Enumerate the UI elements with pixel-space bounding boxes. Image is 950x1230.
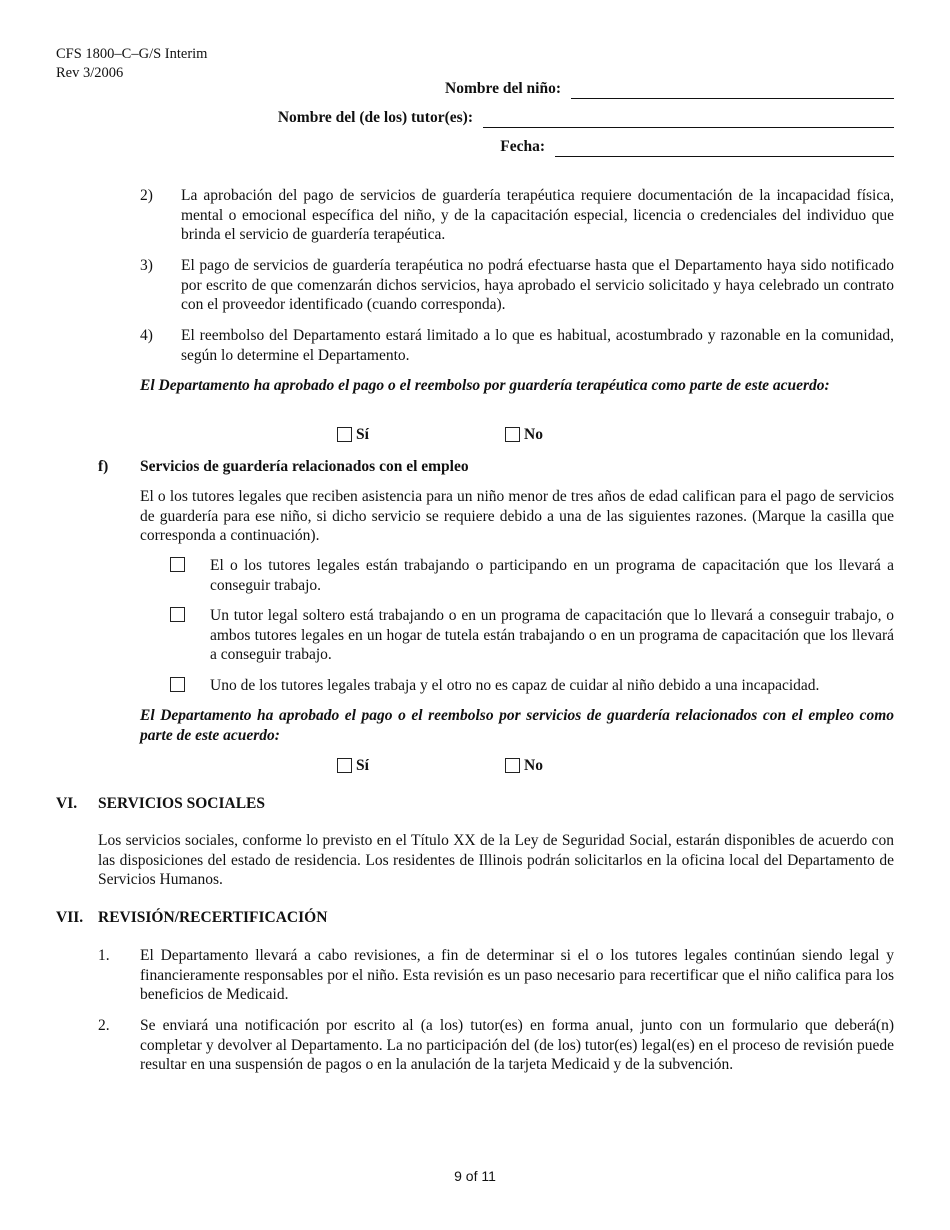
item-text: Se enviará una notificación por escrito al (a los) tutor(es) en forma anual, junto con un formulario que deberá(n) completar y devolver al Departamento. La no participación del (de los) tutor(es) legal(es) en el proceso de revisión puede resultar en una suspensión de pagos o en la anulación de la tarjeta Medicaid y de la subvención. xyxy=(140,1017,894,1073)
therapeutic-yes-option[interactable] xyxy=(337,425,369,445)
child-name-field[interactable] xyxy=(571,81,894,99)
employment-option-text: Uno de los tutores legales trabaja y el otro no es capaz de cuidar al niño debido a una incapacidad. xyxy=(210,677,820,694)
employment-no-option[interactable] xyxy=(505,756,543,776)
therapeutic-approval-text: El Departamento ha aprobado el pago o el reembolso por guardería terapéutica como parte de este acuerdo: xyxy=(140,377,830,394)
guardian-name-label: Nombre del (de los) tutor(es): xyxy=(277,109,473,126)
item-number: 2. xyxy=(98,1017,110,1034)
employment-option-text: El o los tutores legales están trabajando o participando en un programa de capacitación que los llevará a conseguir trabajo. xyxy=(210,557,894,594)
employment-option-checkbox[interactable] xyxy=(170,607,185,622)
section6-text: Los servicios sociales, conforme lo previsto en el Título XX de la Ley de Seguridad Social, estarán disponibles de acuerdo con las disposiciones del estado de residencia. Los residentes de Illinois podrán solicitarlos en la oficina local del Departamento de Servicios Humanos. xyxy=(98,832,894,888)
section-title: SERVICIOS SOCIALES xyxy=(98,795,266,812)
form-id: CFS 1800–C–G/S Interim xyxy=(56,46,208,62)
item-text: El reembolso del Departamento estará limitado a lo que es habitual, acostumbrado y razonable en la comunidad, según lo determine el Departamento. xyxy=(181,327,894,364)
section-number: VII. xyxy=(56,909,84,926)
employment-approval-text: El Departamento ha aprobado el pago o el reembolso por servicios de guardería relacionados con el empleo como parte de este acuerdo: xyxy=(140,707,894,744)
guardian-name-row xyxy=(278,108,894,128)
child-name-label: Nombre del niño: xyxy=(445,80,561,97)
item-text: El Departamento llevará a cabo revisiones, a fin de determinar si el o los tutores legales continúan siendo legal y financieramente responsables por el niño. Esta revisión es un paso necesario para recertificar que el niño califica para los beneficios de Medicaid. xyxy=(140,947,894,1003)
item-number: 1. xyxy=(98,947,110,964)
item-text: El pago de servicios de guardería terapéutica no podrá efectuarse hasta que el Departamento haya sido notificado por escrito de que comenzarán dichos servicios, haya aprobado el servicio solicitado y haya celebrado un contrato con el proveedor identificado (cuando corresponda). xyxy=(181,257,894,313)
section-title: REVISIÓN/RECERTIFICACIÓN xyxy=(98,909,328,926)
guardian-name-field[interactable] xyxy=(483,110,894,128)
checkbox[interactable] xyxy=(505,758,520,773)
date-label: Fecha: xyxy=(500,138,545,155)
employment-option-checkbox[interactable] xyxy=(170,677,185,692)
employment-option-checkbox[interactable] xyxy=(170,557,185,572)
form-header xyxy=(56,45,207,83)
item-number: 3) xyxy=(140,257,153,274)
employment-heading: Servicios de guardería relacionados con el empleo xyxy=(140,458,469,475)
date-row xyxy=(500,137,894,157)
checkbox[interactable] xyxy=(337,427,352,442)
therapeutic-no-option[interactable] xyxy=(505,425,543,445)
employment-intro: El o los tutores legales que reciben asistencia para un niño menor de tres años de edad califican para el pago de servicios de guardería para ese niño, si dicho servicio se requiere debido a una de las siguientes razones. (Marque la casilla que corresponda a continuación). xyxy=(140,488,894,544)
section-number: VI. xyxy=(56,795,78,812)
section-letter: f) xyxy=(98,458,109,475)
checkbox[interactable] xyxy=(337,758,352,773)
checkbox-label: Sí xyxy=(356,426,369,443)
employment-yes-option[interactable] xyxy=(337,756,369,776)
checkbox-label: No xyxy=(524,426,543,443)
item-number: 2) xyxy=(140,187,153,204)
child-name-row xyxy=(445,79,894,99)
checkbox[interactable] xyxy=(505,427,520,442)
date-field[interactable] xyxy=(555,139,894,157)
item-number: 4) xyxy=(140,327,153,344)
checkbox-label: No xyxy=(524,757,543,774)
employment-option-text: Un tutor legal soltero está trabajando o en un programa de capacitación que lo llevará a conseguir trabajo, o ambos tutores legales en un hogar de tutela están trabajando o en un programa de capacitación que los llevará a conseguir trabajo. xyxy=(210,607,894,663)
checkbox-label: Sí xyxy=(356,757,369,774)
item-text: La aprobación del pago de servicios de guardería terapéutica requiere documentación de la incapacidad física, mental o emocional específica del niño, y de la capacitación especial, licencia o credenciales del individuo que brinda el servicio de guardería terapéutica. xyxy=(181,187,894,243)
page-number: 9 of 11 xyxy=(454,1168,496,1184)
form-revision: Rev 3/2006 xyxy=(56,65,124,81)
